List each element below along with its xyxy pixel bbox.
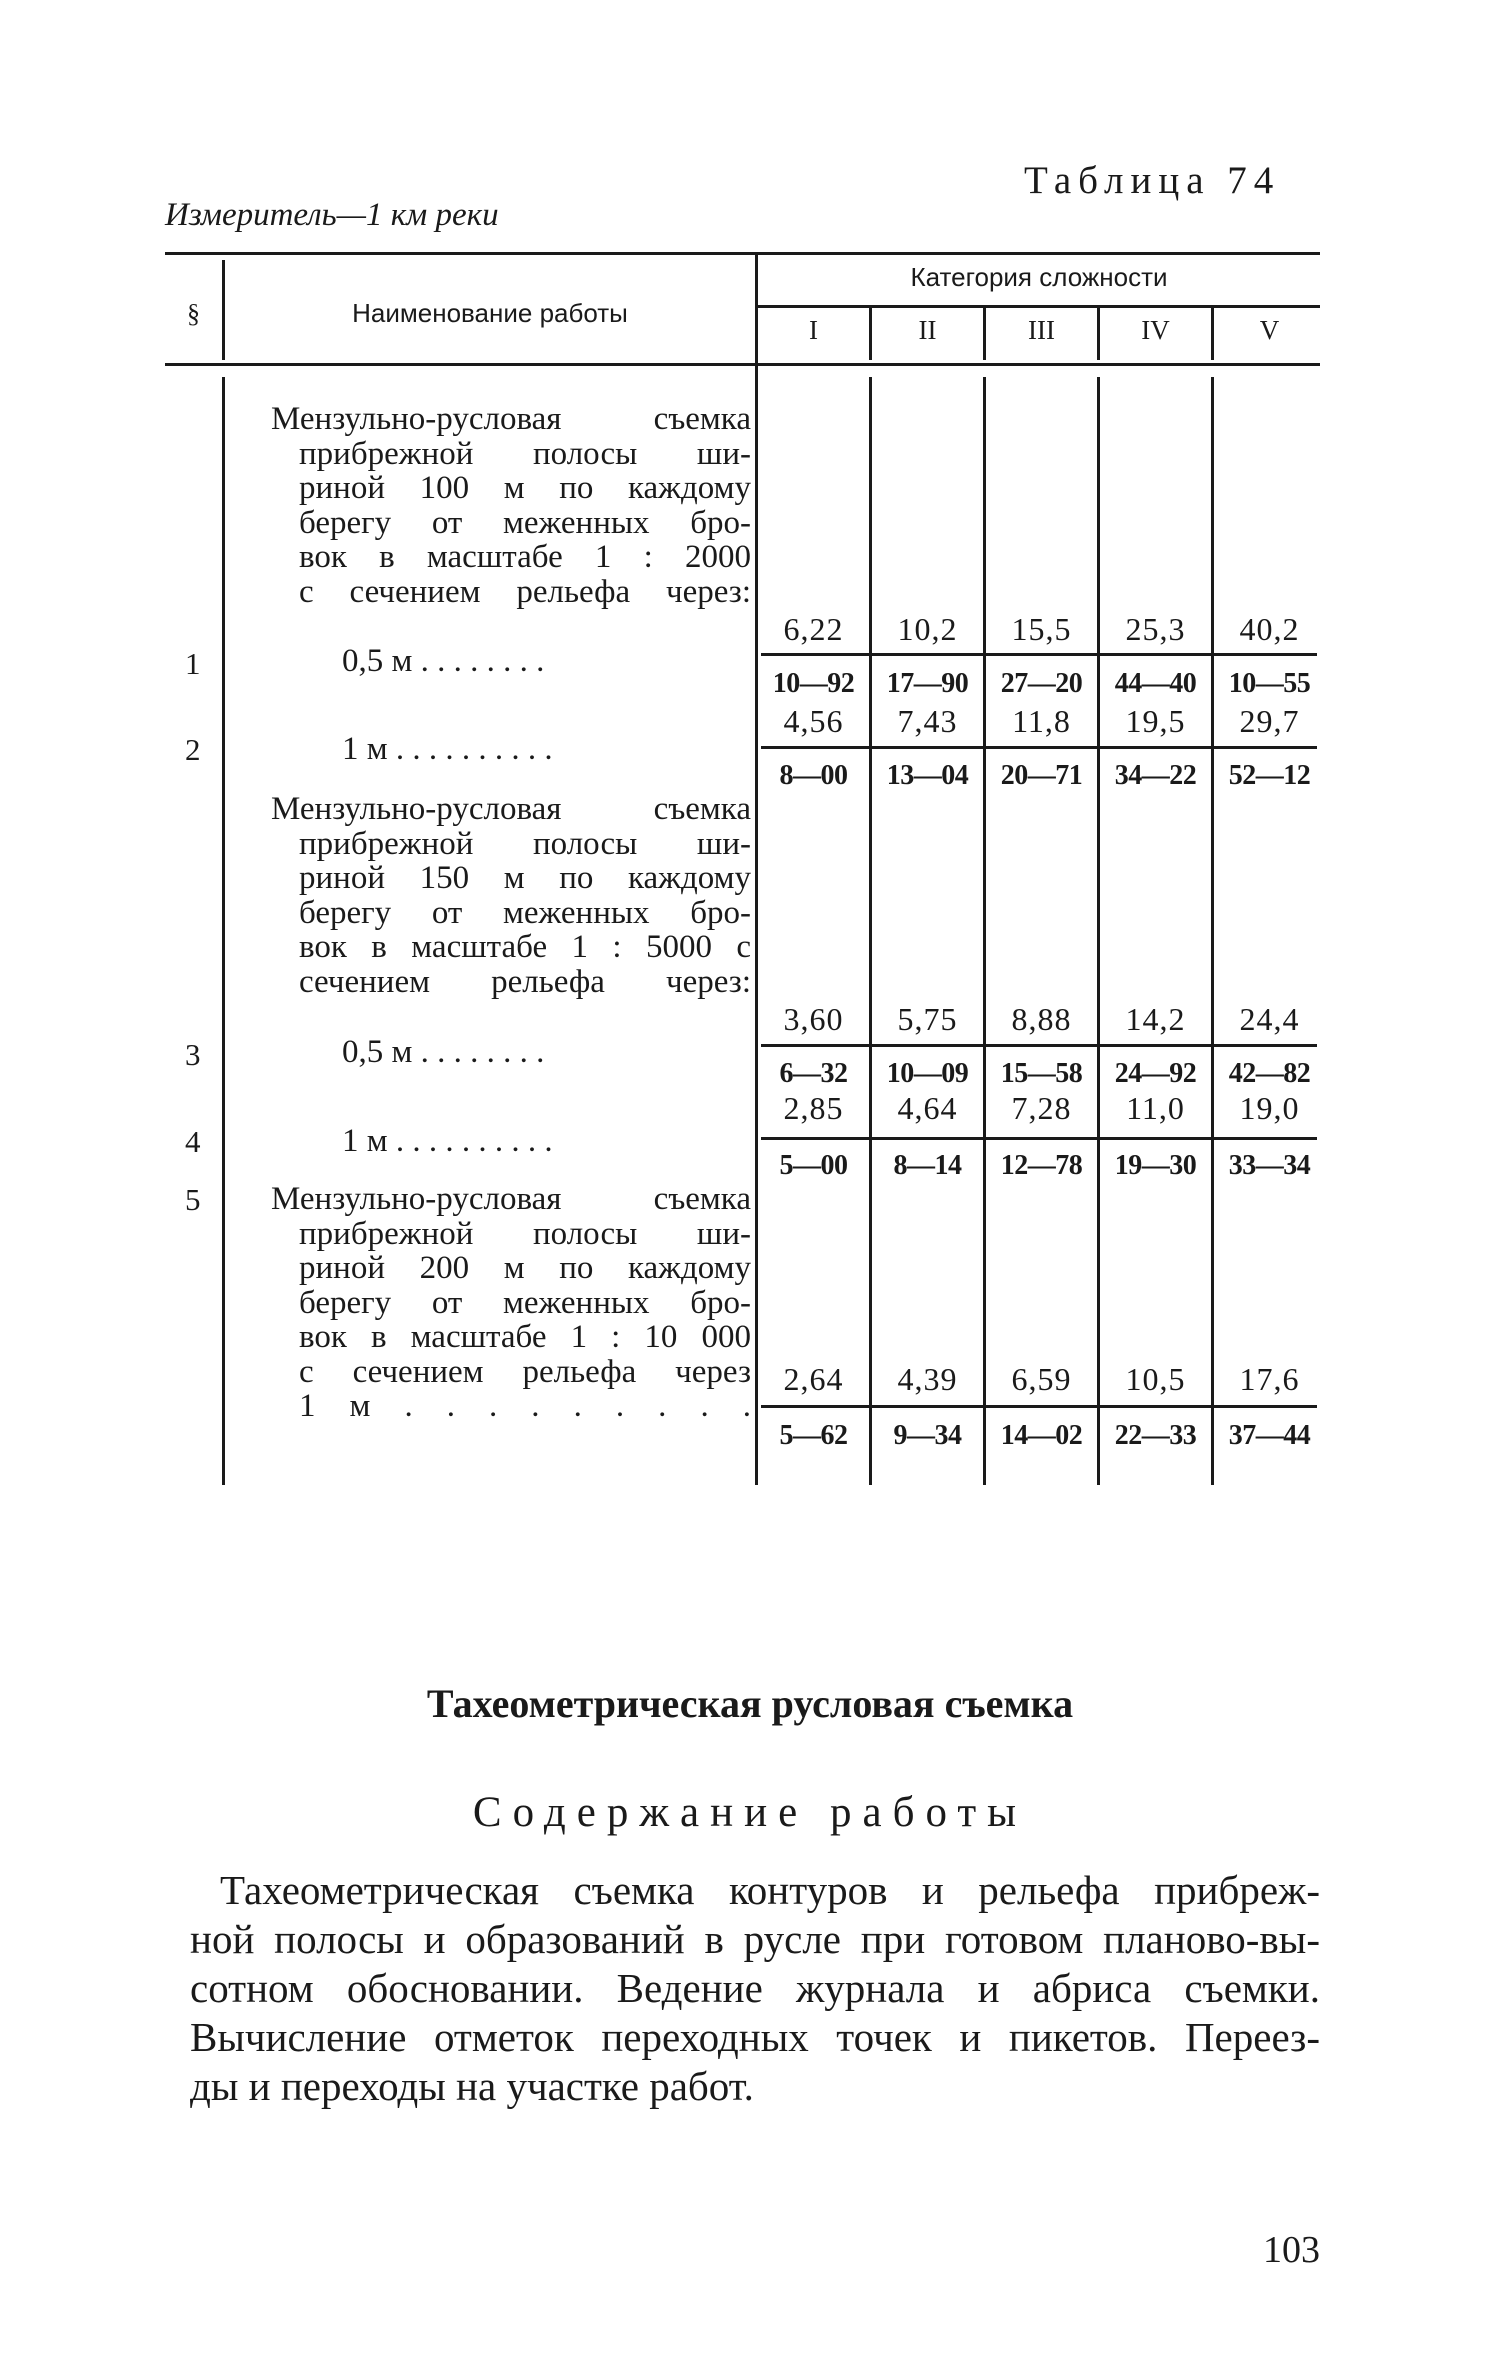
row1-cost-IV: 44—40 [1114, 668, 1197, 699]
row4-cost-IV: 19—30 [1114, 1150, 1197, 1181]
row3-cost-II: 10—09 [886, 1058, 969, 1089]
row2-time-IV: 19,5 [1125, 703, 1186, 739]
row-number-5: 5 [185, 1182, 201, 1217]
row2-time-I: 4,56 [783, 703, 844, 739]
row3-cost-V: 42—82 [1228, 1058, 1311, 1089]
row3-cost-I: 6—32 [779, 1058, 848, 1089]
row2-cost-III: 20—71 [1000, 760, 1083, 791]
row1-cost-II: 17—90 [886, 668, 969, 699]
row4-cost-III: 12—78 [1000, 1150, 1083, 1181]
row1-cost-III: 27—20 [1000, 668, 1083, 699]
row2-time-V: 29,7 [1239, 703, 1300, 739]
row3-time-II: 5,75 [897, 1001, 958, 1037]
row2-divider [761, 746, 1317, 749]
row4-cost-V: 33—34 [1228, 1150, 1311, 1181]
category-V: V [1259, 315, 1280, 345]
row3-cost-IV: 24—92 [1114, 1058, 1197, 1089]
row5-cost-III: 14—02 [1000, 1420, 1083, 1451]
row1-time-IV: 25,3 [1125, 611, 1186, 647]
page-number: 103 [1263, 2229, 1320, 2271]
row1-cost-V: 10—55 [1228, 668, 1311, 699]
row5-cost-II: 9—34 [893, 1420, 962, 1451]
row-number-4: 4 [185, 1124, 201, 1159]
row3-time-III: 8,88 [1011, 1001, 1072, 1037]
row1-time-V: 40,2 [1239, 611, 1300, 647]
row4-cost-II: 8—14 [893, 1150, 962, 1181]
category-subheader-rule [757, 305, 1320, 308]
row4-time-V: 19,0 [1239, 1090, 1300, 1126]
row2-time-III: 11,8 [1012, 703, 1071, 739]
row4-time-II: 4,64 [897, 1090, 958, 1126]
row1-divider [761, 653, 1317, 656]
row1-time-II: 10,2 [897, 611, 958, 647]
col-rule-3-body [1097, 377, 1100, 1485]
rate-table [165, 252, 1320, 1485]
col-rule-4-body [1211, 377, 1214, 1485]
category-IV: IV [1141, 315, 1170, 345]
row4-time-III: 7,28 [1011, 1090, 1072, 1126]
row-number-2: 2 [185, 732, 201, 767]
row1-time-I: 6,22 [783, 611, 844, 647]
row5-time-IV: 10,5 [1125, 1361, 1186, 1397]
row5-cost-V: 37—44 [1228, 1420, 1311, 1451]
row4-time-IV: 11,0 [1126, 1090, 1185, 1126]
table-number: Таблица 74 [1024, 159, 1281, 202]
row-label-4: 1 м . . . . . . . . . . [342, 1123, 553, 1159]
row5-cost-IV: 22—33 [1114, 1420, 1197, 1451]
work-description-1: Мензульно-русловая съемка прибрежной полосы ши- риной 100 м по каждому берегу от меженных бро- вок в масштабе 1 : 2000 с сечением рельефа через: [271, 401, 751, 610]
row3-time-V: 24,4 [1239, 1001, 1300, 1037]
col-header-category: Категория сложности [910, 262, 1168, 292]
col-rule-2-body [983, 377, 986, 1485]
row5-divider [761, 1405, 1317, 1408]
category-I: I [809, 315, 818, 345]
col-header-name: Наименование работы [352, 298, 628, 328]
col-rule-1-body [869, 377, 872, 1485]
row2-time-II: 7,43 [897, 703, 958, 739]
table-top-rule [165, 252, 1320, 255]
row2-cost-V: 52—12 [1228, 760, 1311, 791]
header-bottom-rule [165, 363, 1320, 366]
row-number-1: 1 [185, 646, 201, 681]
row5-cost-I: 5—62 [779, 1420, 848, 1451]
row2-cost-IV: 34—22 [1114, 760, 1197, 791]
category-III: III [1028, 315, 1055, 345]
row3-time-IV: 14,2 [1125, 1001, 1186, 1037]
row5-time-III: 6,59 [1011, 1361, 1072, 1397]
row1-cost-I: 10—92 [772, 668, 855, 699]
row5-time-II: 4,39 [897, 1361, 958, 1397]
row1-time-III: 15,5 [1011, 611, 1072, 647]
row4-cost-I: 5—00 [779, 1150, 848, 1181]
row5-time-V: 17,6 [1239, 1361, 1300, 1397]
work-description-2: Мензульно-русловая съемка прибрежной полосы ши- риной 150 м по каждому берегу от меженных бро- вок в масштабе 1 : 5000 с сечением рельефа через: [271, 791, 751, 1000]
col-rule-name [755, 252, 758, 1485]
row-label-1: 0,5 м . . . . . . . . [342, 643, 545, 679]
subsection-title: Содержание работы [472, 1789, 1028, 1836]
section-title: Тахеометрическая русловая съемка [426, 1681, 1074, 1726]
work-description-3: Мензульно-русловая съемка прибрежной полосы ши- риной 200 м по каждому берегу от меженных бро- вок в масштабе 1 : 10 000 с сечением рельефа через 1 м . . . . . . . . . [271, 1181, 751, 1424]
row2-cost-II: 13—04 [886, 760, 969, 791]
row3-cost-III: 15—58 [1000, 1058, 1083, 1089]
category-II: II [918, 315, 937, 345]
row4-time-I: 2,85 [783, 1090, 844, 1126]
body-paragraph: Тахеометрическая съемка контуров и рельефа прибреж- ной полосы и образований в русле при готовом планово-вы- сотном обосновании. Ведение журнала и абриса съемки. Вычисление отметок переходных точек и пикетов. Переез- ды и переходы на участке работ. [190, 1867, 1320, 2109]
row-number-3: 3 [185, 1037, 201, 1072]
row-label-2: 1 м . . . . . . . . . . [342, 731, 553, 767]
row4-divider [761, 1137, 1317, 1140]
col-header-para: § [187, 299, 200, 328]
row-label-3: 0,5 м . . . . . . . . [342, 1034, 545, 1070]
row5-time-I: 2,64 [783, 1361, 844, 1397]
col-rule-para-body [222, 377, 225, 1485]
measurement-unit: Измеритель—1 км реки [165, 197, 499, 233]
row2-cost-I: 8—00 [779, 760, 848, 791]
row3-divider [761, 1044, 1317, 1047]
row3-time-I: 3,60 [783, 1001, 844, 1037]
